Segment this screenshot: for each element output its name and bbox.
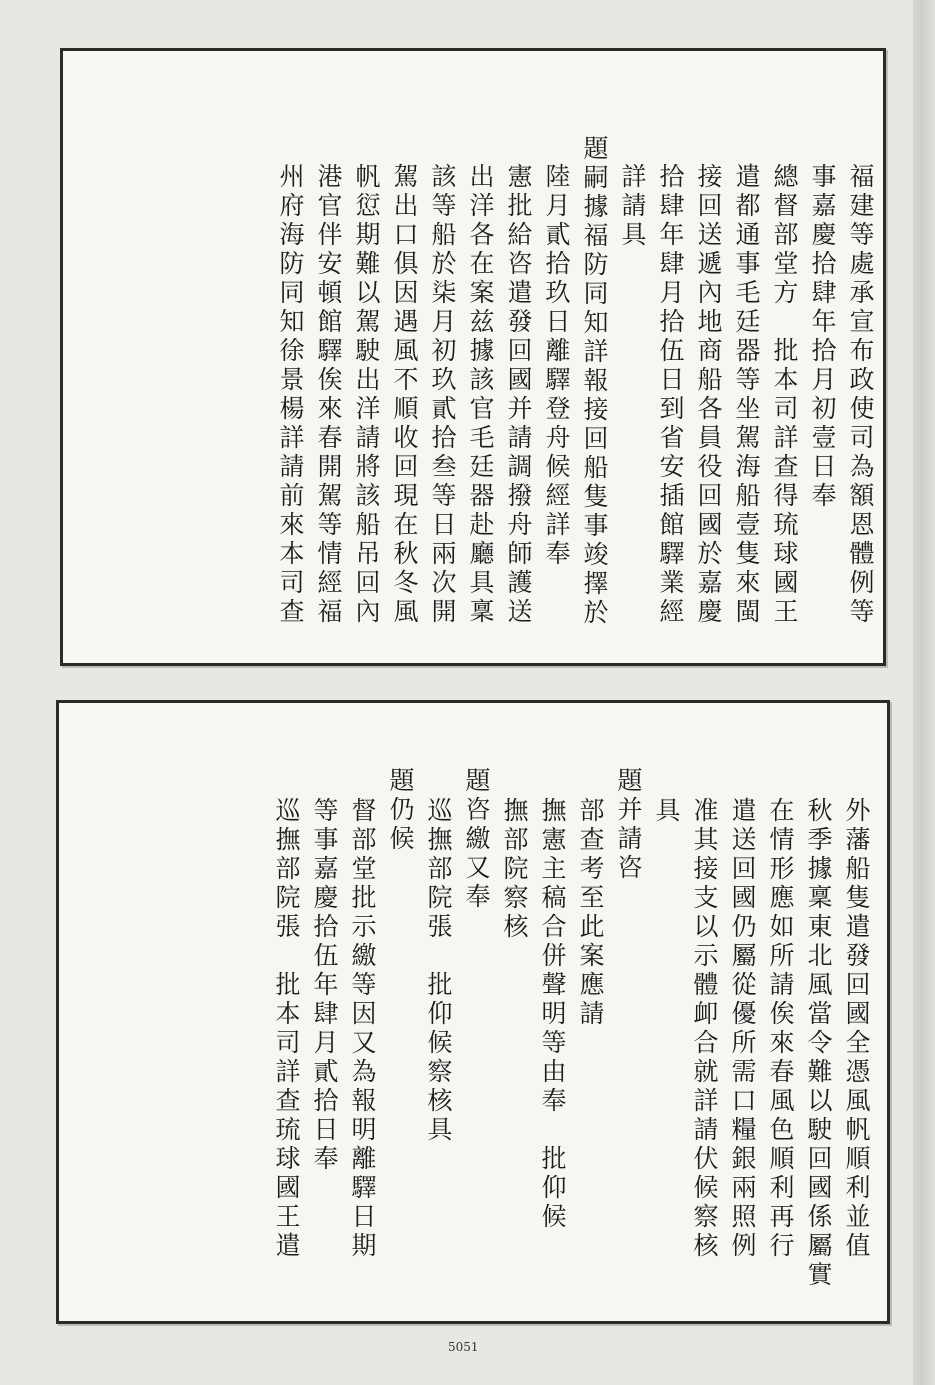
column: 撫部院察核	[500, 797, 529, 942]
column: 憲批給咨遣發回國并請調撥舟師護送	[504, 163, 533, 627]
column: 州府海防同知徐景楊詳請前來本司查	[276, 163, 305, 627]
column: 接回送遞內地商船各員役回國於嘉慶	[694, 163, 723, 627]
column: 准其接支以示體卹合就詳請伏候察核	[690, 797, 719, 1261]
column: 部查考至此案應請	[576, 797, 605, 1029]
page-edge	[913, 0, 935, 1385]
column: 事嘉慶拾肆年拾月初壹日奉	[808, 163, 837, 511]
column: 在情形應如所請俟來春風色順利再行	[766, 797, 795, 1261]
column: 遣送回國仍屬從優所需口糧銀兩照例	[728, 797, 757, 1261]
column: 題嗣據福防同知詳報接回船隻事竣擇於	[580, 135, 609, 628]
column: 福建等處承宣布政使司為額恩體例等	[846, 163, 875, 627]
column: 巡撫部院張 批仰候察核具	[424, 797, 453, 1145]
column: 該等船於柒月初玖貳拾叁等日兩次開	[428, 163, 457, 627]
column: 巡撫部院張 批本司詳查琉球國王遣	[272, 797, 301, 1261]
column: 撫憲主稿合併聲明等由奉 批仰候	[538, 797, 567, 1232]
column: 等事嘉慶拾伍年肆月貳拾日奉	[310, 797, 339, 1174]
column: 遣都通事毛廷器等坐駕海船壹隻來閩	[732, 163, 761, 627]
column: 具	[652, 797, 681, 826]
column: 總督部堂方 批本司詳查得琉球國王	[770, 163, 799, 627]
column: 秋季據稟東北風當令難以駛回國係屬實	[804, 797, 833, 1290]
column: 拾肆年肆月拾伍日到省安插館驛業經	[656, 163, 685, 627]
column: 題并請咨	[614, 767, 643, 883]
column: 詳請具	[618, 163, 647, 250]
top-text-panel	[60, 48, 886, 666]
column: 出洋各在案兹據該官毛廷器赴廳具稟	[466, 163, 495, 627]
page-number: 5051	[448, 1340, 479, 1354]
column: 外藩船隻遣發回國全憑風帆順利並值	[842, 797, 871, 1261]
column: 陸月貳拾玖日離驛登舟候經詳奉	[542, 163, 571, 569]
bottom-text-panel	[56, 700, 890, 1324]
column: 帆愆期難以駕駛出洋請將該船吊回內	[352, 163, 381, 627]
column: 題仍候	[386, 767, 415, 854]
column: 駕出口俱因遇風不順收回現在秋冬風	[390, 163, 419, 627]
column: 港官伴安頓館驛俟來春開駕等情經福	[314, 163, 343, 627]
column: 督部堂批示繳等因又為報明離驛日期	[348, 797, 377, 1261]
column: 題咨繳又奉	[462, 767, 491, 912]
